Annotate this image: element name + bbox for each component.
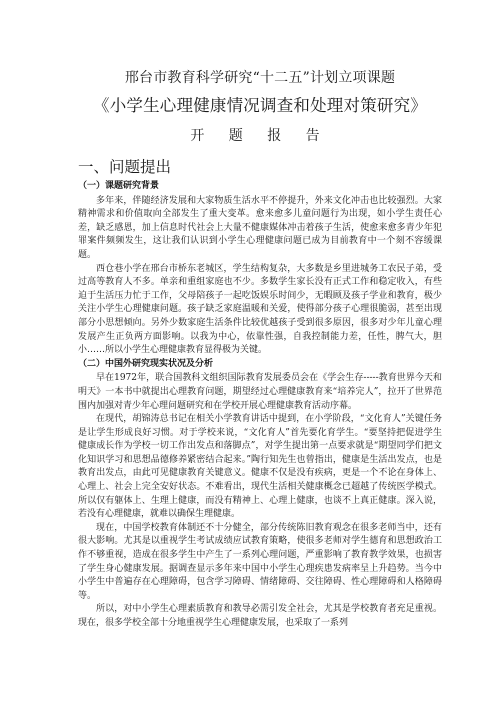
section-heading-problem: 一、问题提出	[78, 158, 172, 176]
paragraph: 多年来，伴随经济发展和大家物质生活水平不停提升，外来文化冲击也比较强烈。大家精神需求和价值取向全部发生了重大变革。愈来愈多儿童问题行为出现，如小学生责任心差，缺乏感恩，加上信息时代社会上大量不健康媒体冲击着孩子生活，使愈来愈多青少年犯罪案件频频发生，这让我们认识到小学生心理健康问题已成为目前教育中一个刻不容缓课题。	[78, 195, 442, 260]
paragraph: 现在，中国学校教育体制还不十分健全，部分传统陈旧教育观念在很多老师当中，还有很大影响。尤其是以重视学生考试成绩应试教育策略，使很多老师对学生德育和思想政治工作不够重视，造成在很多学生中产生了一系列心理问题，严重影响了教育教学效果，也损害了学生身心健康发展。据调查显示多年来中国中小学生心理疾患发病率呈上升趋势。当今中小学生中普遍存在心理障碍，包含学习障碍、情绪障碍、交往障碍、性心理障碍和人格障碍等。	[78, 522, 442, 601]
report-main-title: 《小学生心理健康情况调查和处理对策研究》	[93, 96, 427, 115]
project-header: 邢台市教育科学研究“十二五”计划立项课题	[124, 70, 396, 86]
paragraph: 在现代，胡锦涛总书记在相关小学教育讲话中提到，在小学阶段，“文化育人”关键任务是让学生形成良好习惯。对于学校来说，“文化育人”首先要化育学生。“要坚持把促进学生健康成长作为学校一切工作出发点和落脚点”，对学生提出第一点要求就是“期望同学们把文化知识学习和思想品德修养紧密结合起来。”陶行知先生也曾指出，健康是生活出发点，也是教育出发点，由此可见健康教育关键意义。健康不仅是没有疾病，更是一个不论在身体上、心理上、社会上完全安好状态。不难看出，现代生活相关健康概念已超越了传统医学模式。所以仅有躯体上、生理上健康，而没有精神上、心理上健康，也谈不上真正健康。深入说，若没有心理健康，就难以确保生理健康。	[78, 414, 442, 520]
paragraph: 早在1972年，联合国教科文组织国际教育发展委员会在《学会生存-----教育世界今天和明天》一本书中就提出心理教育问题，期望经过心理健康教育来“培养完人”，拉开了世界范围内加强对青少年心理问题研究和在学校开展心理健康教育活动序幕。	[78, 373, 442, 411]
subsection-heading-background: （一）课题研究背景	[78, 181, 160, 191]
subsection-heading-research-status: （二）中国外研究现实状况及分析	[78, 358, 214, 369]
paragraph: 西仓巷小学在邢台市桥东老城区，学生结构复杂，大多数是乡里进城务工农民子弟，受过高等教育人不多。单亲和重组家庭也不少。多数学生家长没有正式工作和稳定收入，有些迫于生活压力忙于工作，父母陪孩子一起吃饭娱乐时间少，无暇顾及孩子学业和教育，极少关注小学生心理健康问题。孩子缺乏家庭温暖和关爱，使得部分孩子心理很脆弱，甚至出现部分小思想倾向。另外少数家庭生活条件比较优越孩子受到很多原因，很多对少年儿童心理发展产生正负两方面影响。以我为中心，依靠性强，自我控制能力差，任性，脾气大，胆小……所以小学生心理健康教育显得极为关键。	[78, 263, 442, 356]
report-subtitle: 开 题 报 告	[190, 128, 330, 144]
paragraph: 所以，对中小学生心理素质教育和教导必需引发全社会，尤其是学校教育者充足重视。现在，很多学校全部十分地重视学生心理健康发展，也采取了一系列	[78, 604, 442, 628]
